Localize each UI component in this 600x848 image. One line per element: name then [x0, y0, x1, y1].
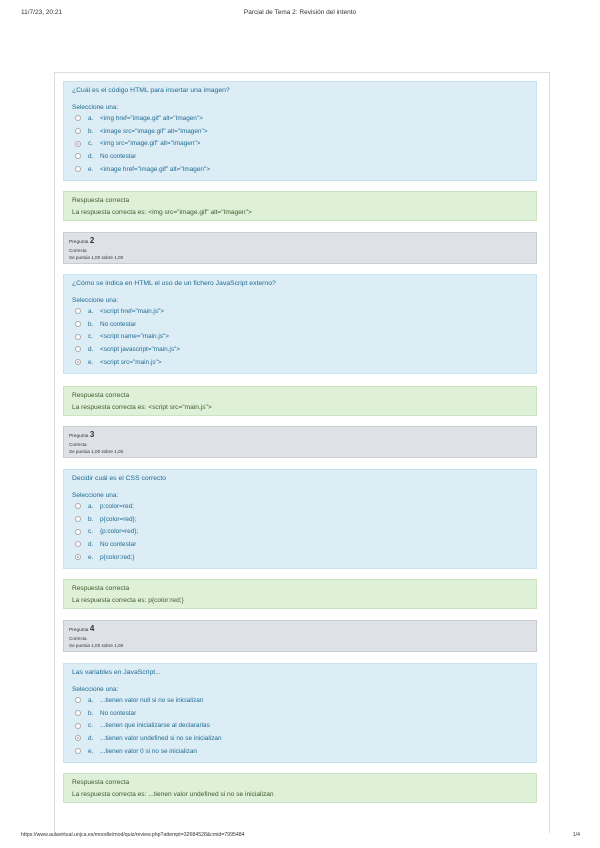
radio-icon[interactable] [75, 308, 81, 314]
radio-icon[interactable] [75, 710, 81, 716]
option-a[interactable]: a. p:color=red; [72, 500, 528, 513]
radio-checked-icon[interactable] [75, 735, 81, 741]
question-1-feedback [63, 191, 537, 221]
question-3-feedback [63, 579, 537, 609]
radio-checked-icon[interactable] [75, 554, 81, 560]
option-b[interactable]: b. No contestar [72, 707, 528, 720]
feedback-answer: La respuesta correcta es: <script src="main.js"> [72, 404, 212, 411]
question-text: Las variables en JavaScript... [72, 669, 161, 676]
radio-checked-icon[interactable] [75, 141, 81, 147]
radio-icon[interactable] [75, 153, 81, 159]
question-text: Decidir cuál es el CSS correcto [72, 475, 167, 482]
radio-icon[interactable] [75, 166, 81, 172]
option-e[interactable]: e. <script src="main.js"> [72, 356, 528, 369]
question-number: 3 [89, 430, 95, 439]
question-state: Correcta [69, 248, 87, 253]
option-a[interactable]: a. ...tienen valor null si no se inicializan [72, 694, 528, 707]
question-state: Correcta [69, 442, 87, 447]
question-2-info: Pregunta 2 Correcta Se puntúa 1,00 sobre 1,00 [63, 232, 537, 264]
option-a[interactable]: a. <script href="main.js"> [72, 305, 528, 318]
print-url: https://www.aulavirtual.unjca.es/moodle/mod/quiz/review.php?attempt=32684528&cmid=7995484 [21, 832, 245, 838]
question-text: ¿Cómo se indica en HTML el uso de un fichero JavaScript externo? [72, 280, 276, 287]
question-4-text-box [63, 663, 537, 763]
feedback-answer: La respuesta correcta es: ...tienen valor undefined si no se inicializan [72, 791, 274, 798]
question-state: Correcta [69, 636, 87, 641]
feedback-title: Respuesta correcta [72, 197, 130, 204]
option-c[interactable]: c. {p:color=red}; [72, 525, 528, 538]
radio-icon[interactable] [75, 529, 81, 535]
option-c[interactable]: c. <img src="image.gif" alt="Imagen"> [72, 137, 528, 150]
question-1-text-box [63, 81, 537, 181]
question-3-info: Pregunta 3 Correcta Se puntúa 1,00 sobre 1,00 [63, 426, 537, 458]
question-grade: Se puntúa 1,00 sobre 1,00 [69, 643, 124, 648]
select-label: Seleccione una: [72, 104, 119, 111]
radio-icon[interactable] [75, 346, 81, 352]
option-d[interactable]: d. ...tienen valor undefined si no se inicializan [72, 732, 528, 745]
option-b[interactable]: b. p{color=red}; [72, 513, 528, 526]
feedback-answer: La respuesta correcta es: <img src="image.gif" alt="Imagen"> [72, 209, 252, 216]
select-label: Seleccione una: [72, 297, 119, 304]
option-e[interactable]: e. <image href="image.gif" alt="Imagen"> [72, 163, 528, 176]
feedback-title: Respuesta correcta [72, 392, 130, 399]
radio-icon[interactable] [75, 697, 81, 703]
feedback-title: Respuesta correcta [72, 779, 130, 786]
question-number: 4 [89, 624, 95, 633]
question-number: 2 [89, 236, 95, 245]
option-d[interactable]: d. No contestar [72, 538, 528, 551]
feedback-answer: La respuesta correcta es: p{color:red;} [72, 597, 184, 604]
radio-icon[interactable] [75, 723, 81, 729]
radio-icon[interactable] [75, 334, 81, 340]
option-d[interactable]: d. No contestar [72, 150, 528, 163]
radio-icon[interactable] [75, 541, 81, 547]
print-title: Parcial de Tema 2: Revisión del intento [243, 9, 357, 16]
question-2-feedback [63, 386, 537, 416]
option-d[interactable]: d. <script javascript="main.js"> [72, 343, 528, 356]
print-datetime: 11/7/23, 20:21 [21, 9, 63, 16]
question-3-text-box [63, 469, 537, 569]
question-4-info: Pregunta 4 Correcta Se puntúa 1,00 sobre 1,00 [63, 620, 537, 652]
option-a[interactable]: a. <img href="image.gif" alt="Imagen"> [72, 112, 528, 125]
question-grade: Se puntúa 1,00 sobre 1,00 [69, 449, 124, 454]
question-text: ¿Cuál es el código HTML para insertar una imagen? [72, 87, 230, 94]
select-label: Seleccione una: [72, 492, 119, 499]
radio-checked-icon[interactable] [75, 359, 81, 365]
radio-icon[interactable] [75, 128, 81, 134]
radio-icon[interactable] [75, 321, 81, 327]
radio-icon[interactable] [75, 503, 81, 509]
radio-icon[interactable] [75, 516, 81, 522]
option-e[interactable]: e. p{color:red;} [72, 551, 528, 564]
radio-icon[interactable] [75, 115, 81, 121]
option-c[interactable]: c. <script name="main.js"> [72, 330, 528, 343]
print-page-number: 1/4 [572, 832, 580, 838]
question-grade: Se puntúa 1,00 sobre 1,00 [69, 255, 124, 260]
question-2-text-box [63, 274, 537, 374]
option-e[interactable]: e. ...tienen valor 0 si no se inicializan [72, 745, 528, 758]
feedback-title: Respuesta correcta [72, 585, 130, 592]
option-c[interactable]: c. ...tienen que inicializarse al declararlas [72, 719, 528, 732]
question-4-feedback [63, 773, 537, 803]
select-label: Seleccione una: [72, 686, 119, 693]
option-b[interactable]: b. No contestar [72, 318, 528, 331]
option-b[interactable]: b. <image src="image.gif" alt="Imagen"> [72, 125, 528, 138]
radio-icon[interactable] [75, 748, 81, 754]
